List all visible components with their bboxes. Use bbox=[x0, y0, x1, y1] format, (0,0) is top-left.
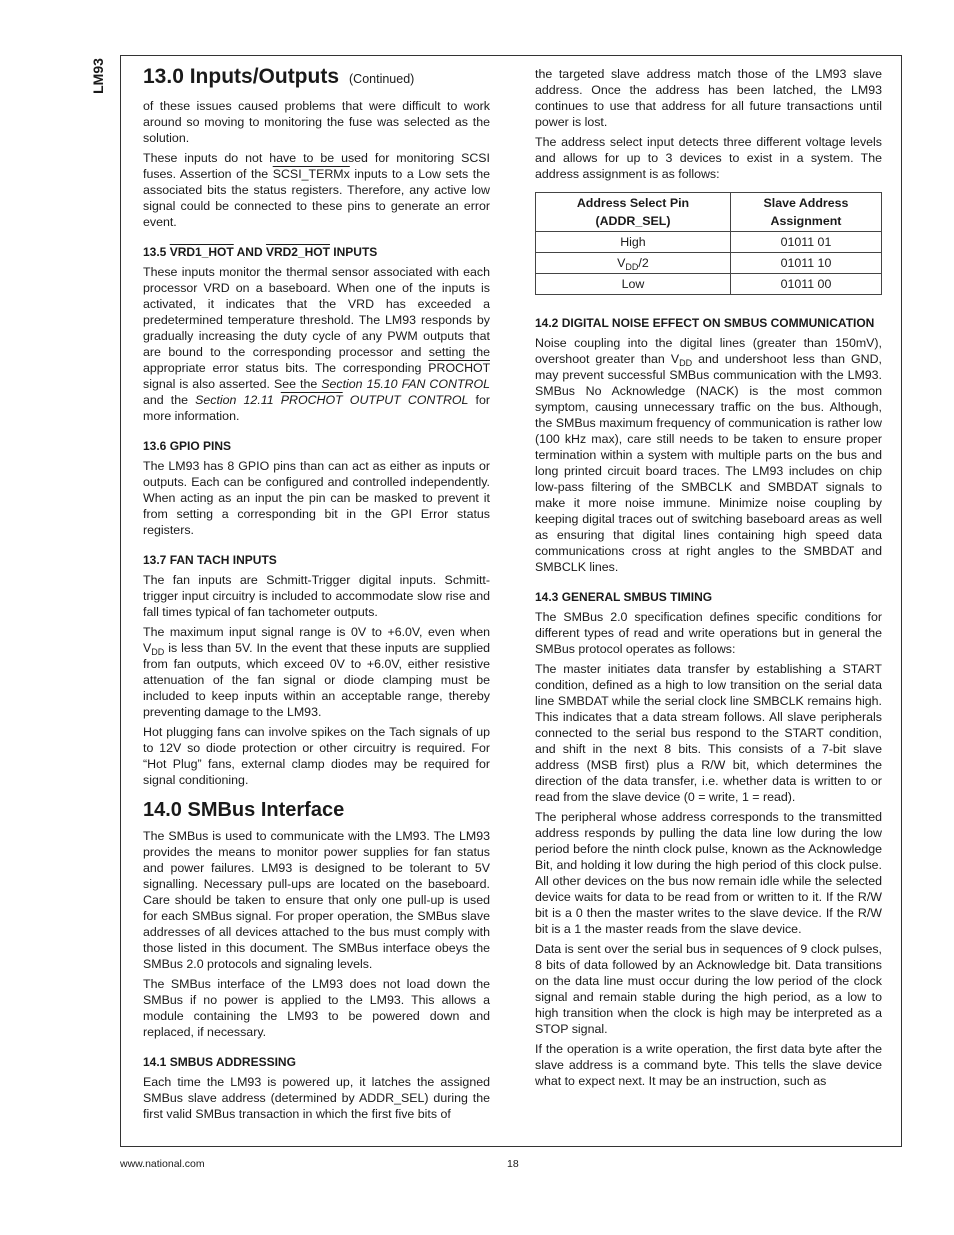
footer-website-link[interactable]: www.national.com bbox=[120, 1158, 205, 1170]
paragraph: The SMBus 2.0 specification defines specific conditions for different types of read and write operations but in general the SMBus protocol operates as follows: bbox=[535, 610, 882, 656]
paragraph bbox=[535, 335, 882, 575]
table-cell: 01011 01 bbox=[730, 232, 881, 253]
text-run: V bbox=[617, 256, 626, 270]
section-reference-link[interactable] bbox=[195, 393, 468, 407]
subscript: DD bbox=[151, 647, 165, 657]
header-line: Slave Address bbox=[763, 196, 849, 210]
paragraph: The fan inputs are Schmitt-Trigger digital inputs. Schmitt-trigger input circuitry is included to accommodate slow rise and fall times typical of fan tachometer outputs. bbox=[143, 573, 490, 619]
section-13-5-heading bbox=[143, 244, 490, 260]
column-header bbox=[730, 193, 881, 232]
section-13-6-heading: 13.6 GPIO PINS bbox=[143, 439, 232, 453]
paragraph: The peripheral whose address corresponds to the transmitted address responds by pulling the data line low during the low period before the ninth clock pulse, known as the Acknowledge Bit, and holding it low during the high period of this clock pulse. All other devices on the bus now remain idle while the selected device waits for data to be read from or written to it. If the R/W bit is a 0 then the master writes to the slave device. If the R/W bit is a 1 the master reads from the slave device. bbox=[535, 810, 882, 936]
text-run: OUTPUT CONTROL bbox=[342, 393, 469, 407]
paragraph: the targeted slave address match those of the LM93 slave address. Once the address has been latched, the LM93 continues to use that address for all future transactions until power is lost. bbox=[535, 67, 882, 129]
subscript: DD bbox=[679, 358, 693, 368]
part-number-label: LM93 bbox=[89, 58, 106, 94]
table-row bbox=[536, 274, 882, 295]
signal-name: PROCHOT bbox=[280, 393, 343, 407]
signal-name: VRD2_HOT bbox=[265, 245, 330, 259]
text-run: The maximum input signal range is 0V to +6.0V, even when V bbox=[143, 625, 490, 655]
page-number: 18 bbox=[507, 1158, 519, 1170]
table-cell: Low bbox=[536, 274, 731, 295]
table-row bbox=[536, 253, 882, 274]
paragraph: The SMBus interface of the LM93 does not load down the SMBus if no power is applied to the LM93. This allows a module containing the LM93 to be powered down and replaced, if necessary. bbox=[143, 977, 490, 1039]
table-cell: 01011 10 bbox=[730, 253, 881, 274]
section-14-2-heading: 14.2 DIGITAL NOISE EFFECT ON SMBUS COMMUNICATION bbox=[535, 316, 875, 330]
table-row bbox=[536, 232, 882, 253]
column-header bbox=[536, 193, 731, 232]
paragraph: The master initiates data transfer by establishing a START condition, defined as a high to low transition on the serial data line SMBDAT while the serial clock line SMBCLK remains high. This indicates that a data stream follows. All slave peripherals connected to the serial bus respond to the START condition, and shift in the next 8 bits. This consists of a 7-bit slave address (MSB first) plus a R/W bit, which determines the direction of the data transfer, i.e. whether data is written to or read from the slave device (0 = write, 1 = read). bbox=[535, 662, 882, 804]
paragraph bbox=[143, 264, 490, 424]
paragraph: The LM93 has 8 GPIO pins than can act as either as inputs or outputs. Each can be configured and controlled independently. When acting as an input the pin can be masked to prevent it from setting a corresponding bit in the GPI Error status registers. bbox=[143, 459, 490, 537]
section-13-7-heading: 13.7 FAN TACH INPUTS bbox=[143, 553, 277, 567]
table-cell: 01011 00 bbox=[730, 274, 881, 295]
text-run: and the bbox=[143, 393, 196, 407]
section-13-heading bbox=[143, 64, 490, 92]
table-cell bbox=[536, 253, 731, 274]
signal-name: PROCHOT bbox=[428, 361, 490, 375]
section-14-heading: 14.0 SMBus Interface bbox=[143, 799, 345, 821]
paragraph bbox=[143, 150, 490, 230]
part-number-tab bbox=[89, 52, 112, 102]
text-run: These inputs do not have to be used for monitoring SCSI fuses. Assertion of the bbox=[143, 151, 490, 181]
text-run: is less than 5V. In the event that these inputs are supplied from fan outputs, which exceed 0V to +6.0V, either resistive attenuation of the fan signal or diode clamping must be included to keep inputs within an acceptable range, thereby preventing damage to the LM93. bbox=[143, 641, 490, 719]
text-run: Noise coupling into the digital lines (greater than 150mV), overshoot greater than V bbox=[535, 336, 882, 366]
paragraph bbox=[143, 624, 490, 720]
text-run: and undershoot less than GND, may prevent successful SMBus communication with the LM93. SMBus No Acknowledge (NACK) is the most common symptom, causing unnecessary traffic on the bus. Although, the SMBus maximum frequency of communication is rather low (100 kHz max), care still needs to be taken to ensure proper termination within a system with multiple parts on the bus and long printed circuit board traces. The LM93 includes on chip low-pass filtering of the SMBCLK and SMBDAT signals to make it more noise immune. Minimize noise coupling by keeping digital traces out of switching baseboard areas as well as ensuring that digital lines containing high speed data communications cross at right angles to the SMBDAT and SMBCLK lines. bbox=[535, 352, 882, 574]
left-column bbox=[143, 64, 490, 1126]
subscript: DD bbox=[625, 262, 639, 272]
header-line: Assignment bbox=[770, 214, 842, 228]
paragraph: Data is sent over the serial bus in sequences of 9 clock pulses, 8 bits of data followed by an Acknowledge bit. Data transitions on the data line must occur during the low period of the clock signal and remain stable during the high period, as a low to high transition when the clock is high may be interpreted as a STOP signal. bbox=[535, 942, 882, 1036]
section-13-title: 13.0 Inputs/Outputs bbox=[143, 65, 340, 88]
section-14-3-heading: 14.3 GENERAL SMBUS TIMING bbox=[535, 590, 713, 604]
table-header-row bbox=[536, 193, 882, 232]
signal-name: VRD1_HOT bbox=[169, 245, 234, 259]
paragraph: If the operation is a write operation, the first data byte after the slave address is a command byte. This tells the slave device what to expect next. It may be an instruction, such as bbox=[535, 1042, 882, 1088]
text-run: 13.5 bbox=[143, 245, 170, 259]
text-run: for more information. bbox=[143, 393, 490, 423]
text-run: INPUTS bbox=[329, 245, 378, 259]
paragraph: The SMBus is used to communicate with the LM93. The LM93 provides the means to monitor power supplies for fan status and power failures. LM93 is designed to be tolerant to 5V signalling. Necessary pull-ups are located on the baseboard. Care should be taken to ensure that only one pull-up is used for each SMBus signal. For proper operation, the SMBus slave addresses of all devices attached to the bus must comply with those listed in this document. The SMBus interface obeys the SMBus 2.0 protocols and signaling levels. bbox=[143, 829, 490, 971]
table-cell: High bbox=[536, 232, 731, 253]
text-run: /2 bbox=[638, 256, 649, 270]
text-run: signal is also asserted. See the bbox=[143, 377, 322, 391]
paragraph: Hot plugging fans can involve spikes on the Tach signals of up to 12V so diode protection or other circuitry is required. For “Hot Plug” fans, external clamp diodes may be required for signal conditioning. bbox=[143, 725, 490, 787]
paragraph: Each time the LM93 is powered up, it latches the assigned SMBus slave address (determined by ADDR_SEL) during the first valid SMBus transaction in which the first five bits of bbox=[143, 1075, 490, 1121]
address-assignment-table bbox=[535, 192, 882, 295]
section-reference-link[interactable]: Section 15.10 FAN CONTROL bbox=[321, 377, 490, 391]
text-run: AND bbox=[233, 245, 266, 259]
paragraph: The address select input detects three different voltage levels and allows for up to 3 devices to exist in a system. The address assignment is as follows: bbox=[535, 135, 882, 181]
signal-name: SCSI_TERMx bbox=[272, 167, 350, 181]
text-run: inputs to a Low sets the associated bits the status registers. Therefore, any active low signal could be connected to these pins to generate an error event. bbox=[143, 167, 490, 229]
section-14-1-heading: 14.1 SMBUS ADDRESSING bbox=[143, 1055, 296, 1069]
header-line: (ADDR_SEL) bbox=[595, 214, 671, 228]
paragraph: of these issues caused problems that were difficult to work around so moving to monitoring the fuse was selected as the solution. bbox=[143, 99, 490, 145]
text-run: These inputs monitor the thermal sensor associated with each processor VRD on a baseboard. When one of the inputs is activated, it indicates that the VRD has exceeded a predetermined temperature threshold. The LM93 responds by gradually increasing the duty cycle of any PWM outputs that are bound to the corresponding processor and setting the appropriate error status bits. The corresponding bbox=[143, 265, 490, 375]
right-column bbox=[535, 66, 882, 1093]
header-line: Address Select Pin bbox=[576, 196, 690, 210]
text-run: Section 12.11 bbox=[195, 393, 281, 407]
continued-label: (Continued) bbox=[349, 72, 415, 86]
